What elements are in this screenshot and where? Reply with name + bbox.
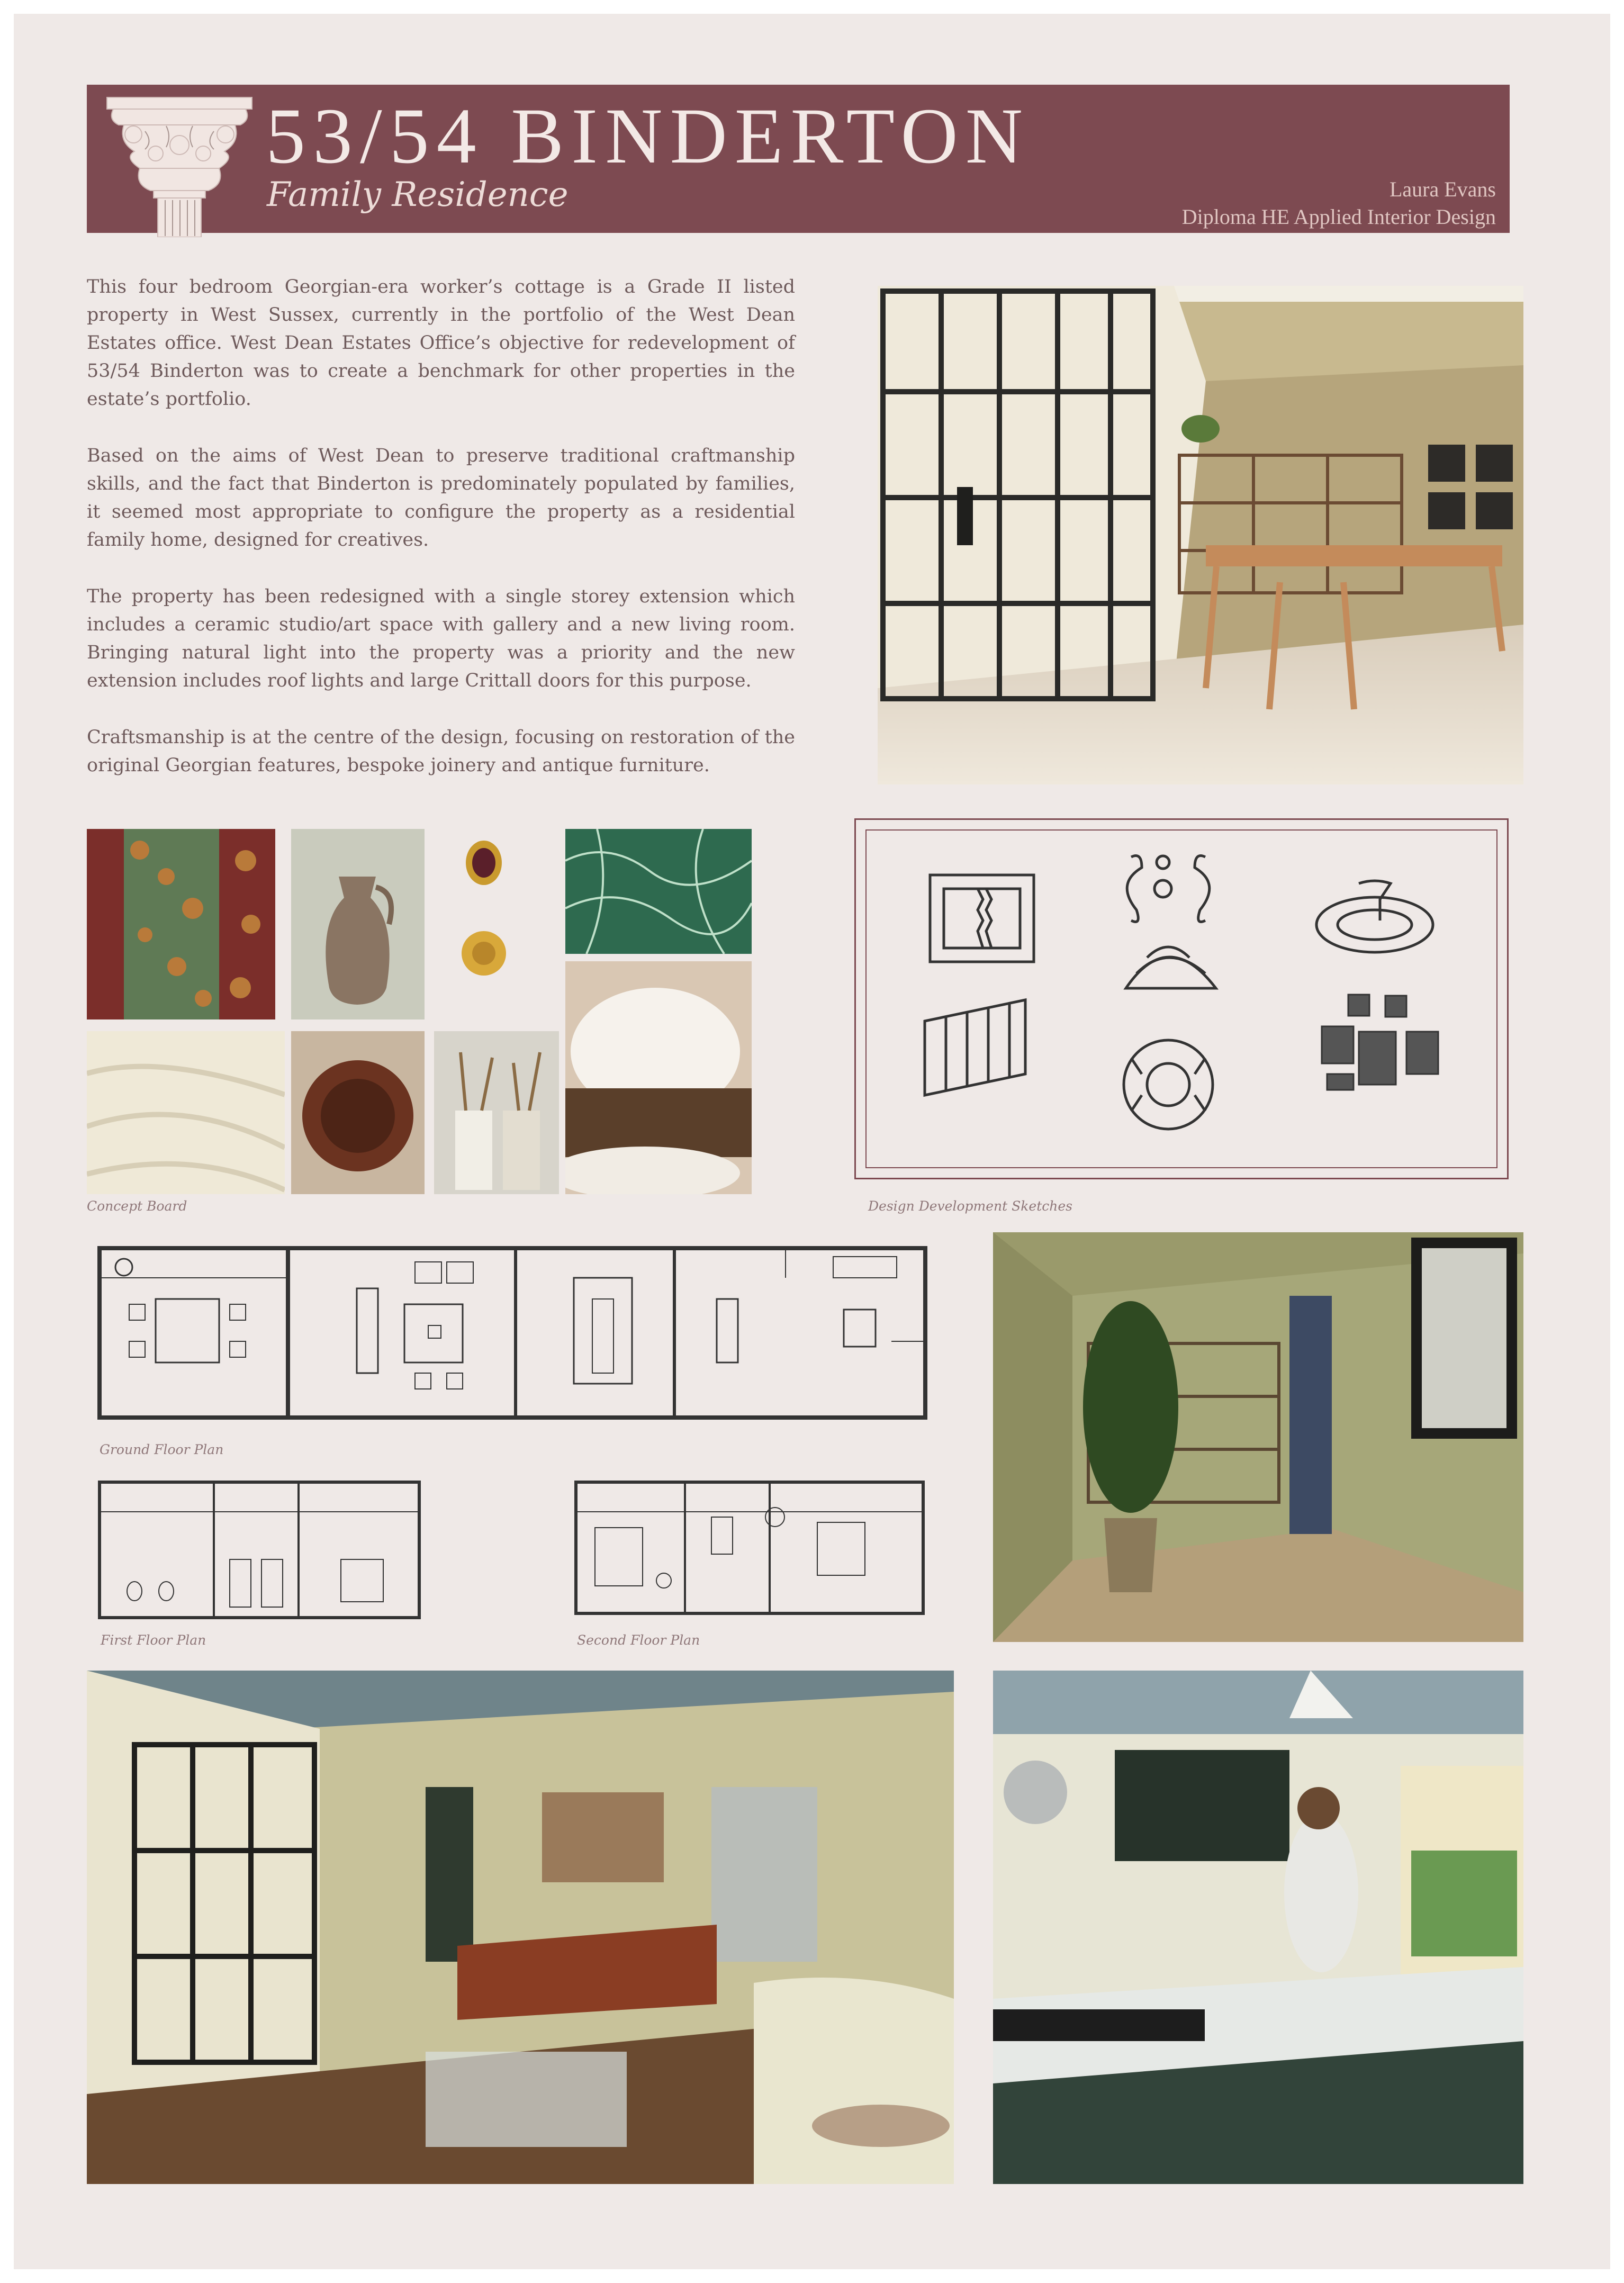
- concept-tiles-image: [87, 829, 275, 1019]
- design-sketches-caption: Design Development Sketches: [868, 1198, 1072, 1214]
- gallery-render-image: [993, 1232, 1523, 1642]
- page-title: 53/54 BINDERTON: [266, 92, 1031, 180]
- concept-utensils-image: [434, 1031, 559, 1194]
- intro-paragraph: Craftsmanship is at the centre of the design, focusing on restoration of the original Georgian features, bespoke joinery and antique furniture.: [87, 727, 795, 776]
- concept-gold-ring-image: [457, 924, 510, 982]
- intro-paragraph: Based on the aims of West Dean to preserve traditional craftmanship skills, and the fact that Binderton is predominately populated by families, it seemed most appropriate to configure the property as a residential family home, designed for creatives.: [87, 445, 795, 551]
- intro-paragraph: The property has been redesigned with a single storey extension which includes a ceramic studio/art space with gallery and a new living room. Bringing natural light into the property was a priority and the new extension includes roof lights and large Crittall doors for this purpose.: [87, 586, 795, 691]
- second-floor-plan-drawing: [574, 1480, 925, 1618]
- studio-render-image: [878, 286, 1523, 784]
- intro-paragraph: This four bedroom Georgian-era worker’s cottage is a Grade II listed property in West Sussex, currently in the portfolio of the West Dean Estates office. West Dean Estates Office’s objective for redevelopment of 53/54 Binderton was to create a benchmark for other properties in the estate’s portfolio.: [87, 276, 795, 410]
- living-room-render-image: [87, 1671, 954, 2184]
- concept-brooch-image: [461, 831, 507, 895]
- course-name: Diploma HE Applied Interior Design: [1181, 205, 1496, 229]
- author-block: [1182, 176, 1496, 231]
- concept-bowl-image: [291, 1031, 425, 1194]
- concept-jug-image: [291, 829, 425, 1019]
- design-sketches-drawing: [867, 831, 1499, 1169]
- ground-floor-caption: Ground Floor Plan: [100, 1442, 224, 1457]
- page-subtitle: Family Residence: [267, 175, 569, 214]
- header-banner: [87, 85, 1510, 233]
- kitchen-render-image: [993, 1671, 1523, 2184]
- concept-board-caption: Concept Board: [87, 1198, 187, 1214]
- second-floor-caption: Second Floor Plan: [577, 1632, 700, 1648]
- sketches-frame: [854, 818, 1509, 1179]
- first-floor-plan-drawing: [97, 1480, 422, 1623]
- concept-linen-image: [87, 1031, 285, 1194]
- first-floor-caption: First Floor Plan: [101, 1632, 206, 1648]
- concept-wool-basket-image: [565, 961, 752, 1194]
- corinthian-capital-icon: [103, 94, 256, 237]
- intro-text: [87, 273, 795, 808]
- concept-marble-image: [565, 829, 752, 954]
- ground-floor-plan-drawing: [97, 1246, 928, 1431]
- sketches-inner-frame: [865, 829, 1497, 1168]
- author-name: Laura Evans: [1389, 177, 1496, 201]
